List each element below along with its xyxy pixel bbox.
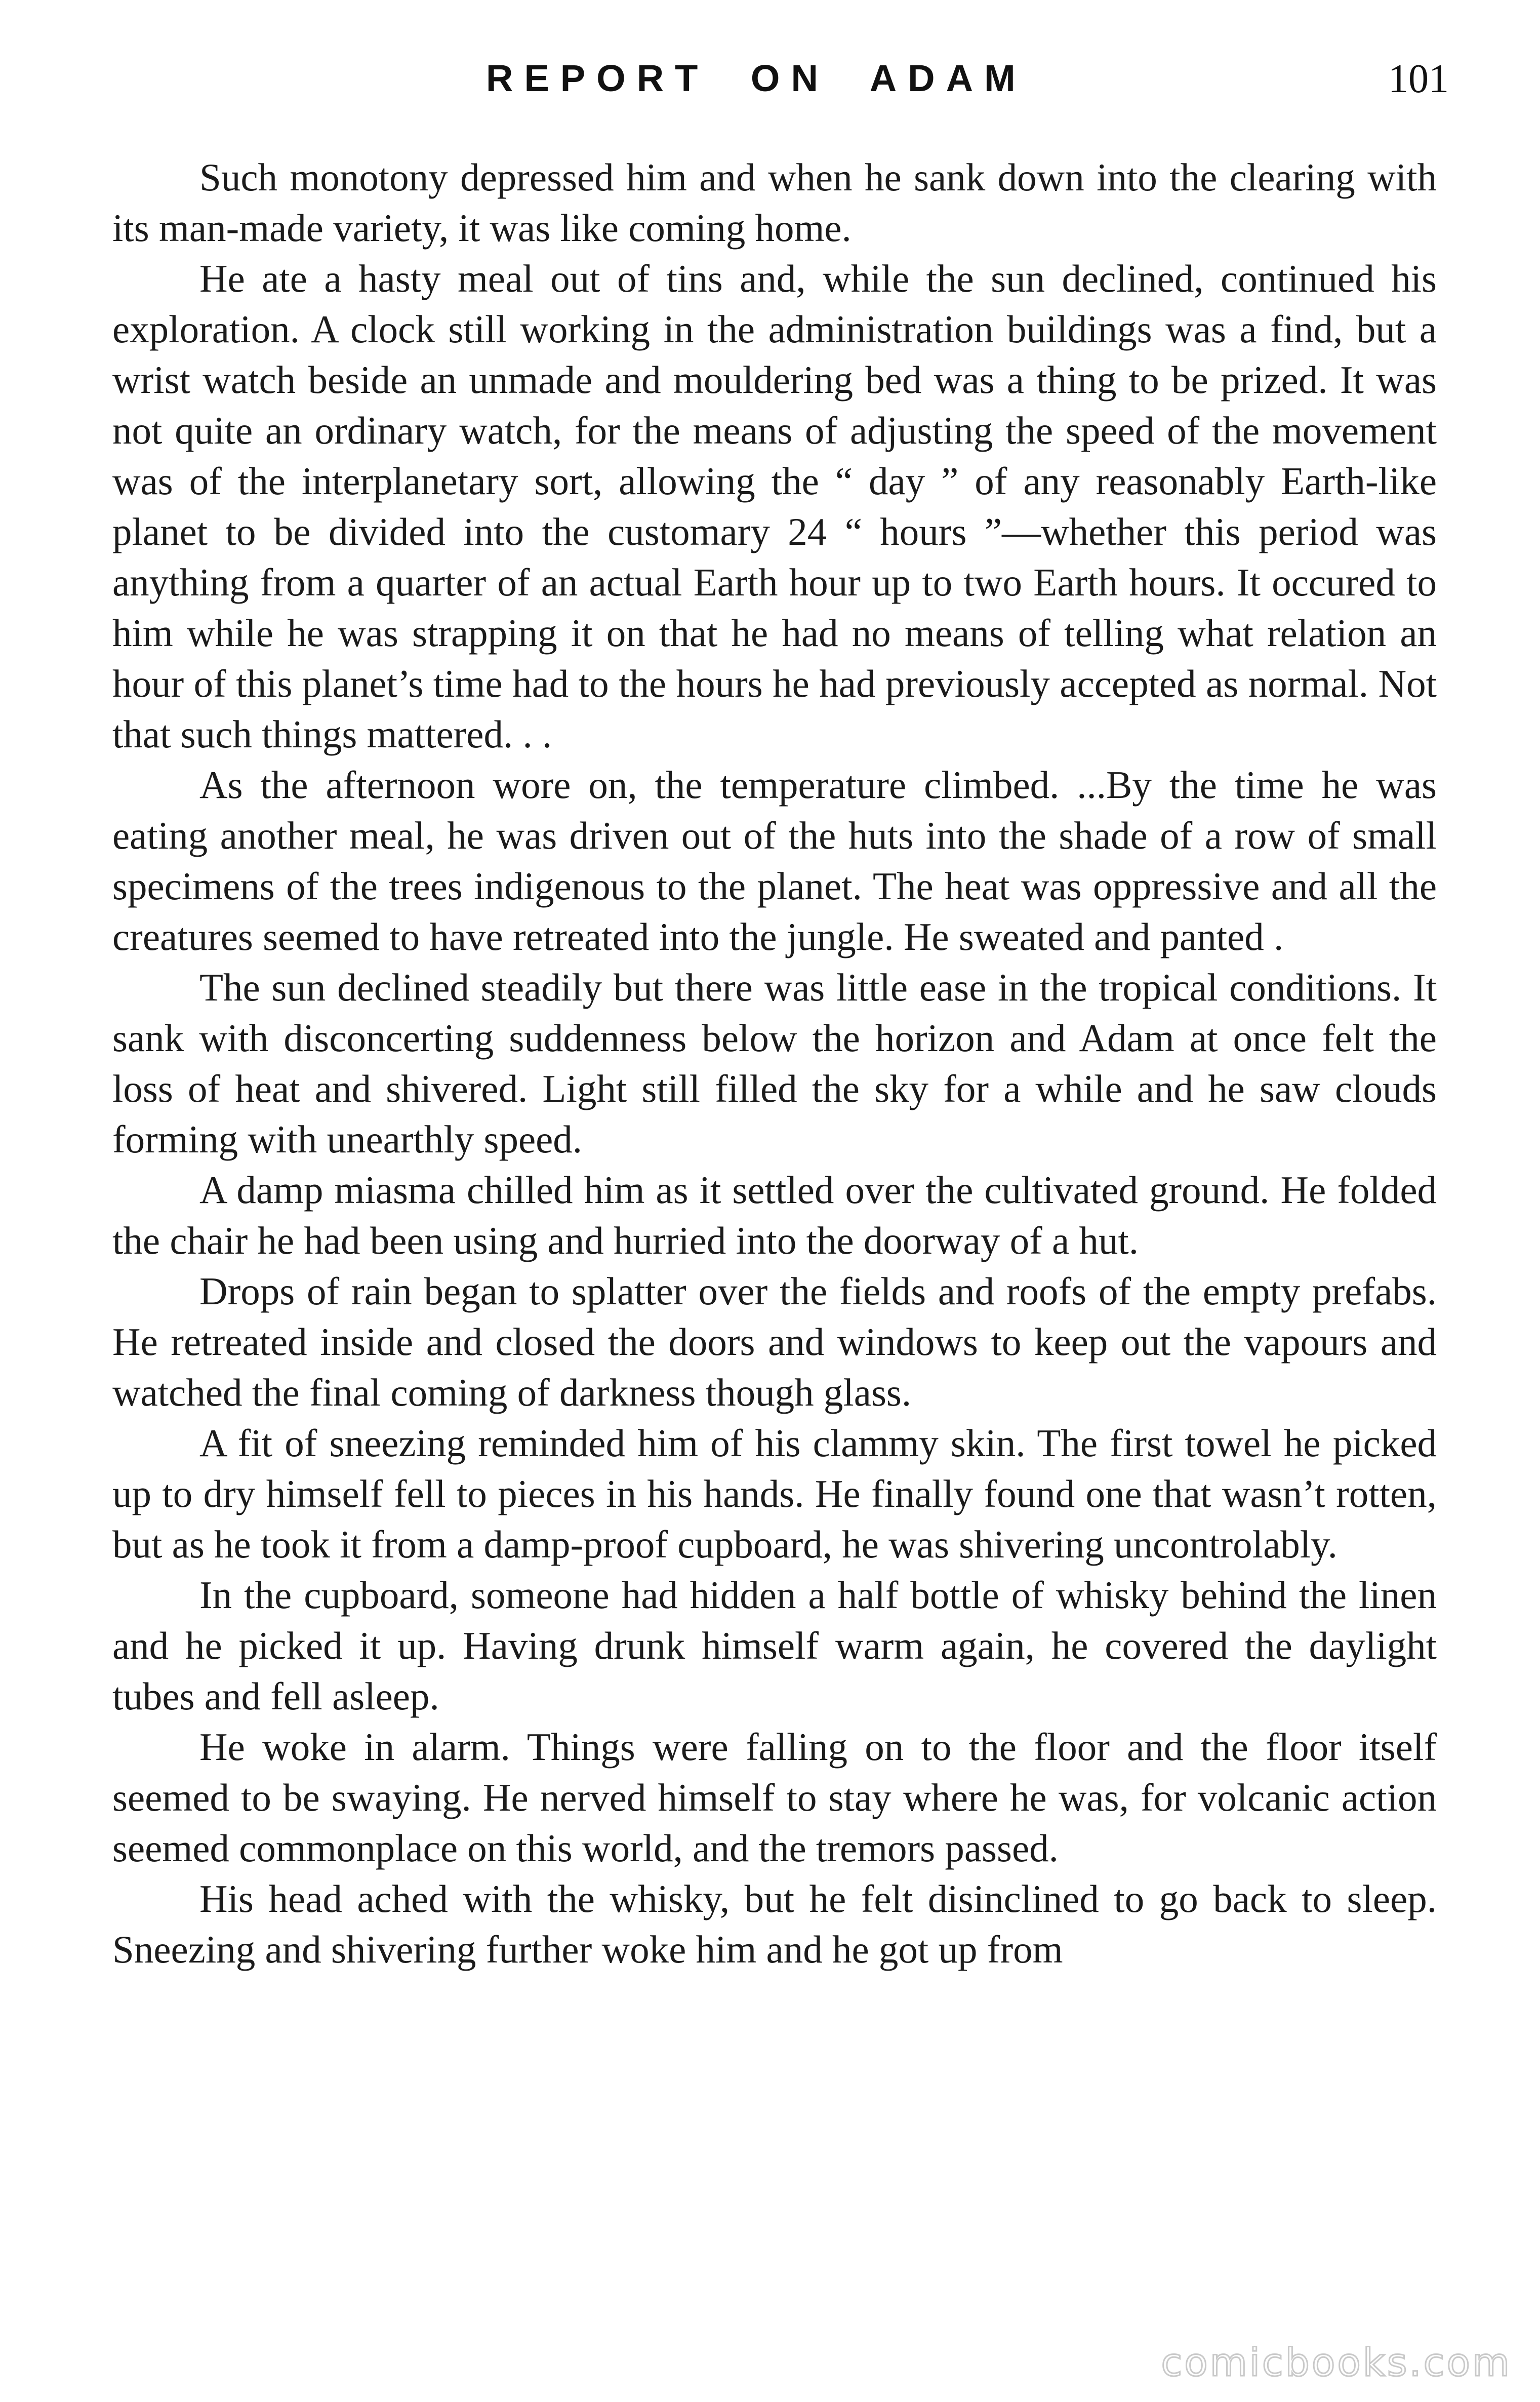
- page-number: 101: [1388, 57, 1449, 101]
- paragraph: In the cupboard, someone had hidden a half bottle of whisky behind the linen and he picked it up. Having drunk himself warm again, he covered the daylight tubes and fell asleep.: [112, 1573, 1437, 1718]
- running-title: REPORT ON ADAM: [486, 57, 1027, 99]
- paragraph: Such monotony depressed him and when he sank down into the clearing with its man-made variety, it was like coming home.: [112, 155, 1437, 250]
- paragraph: He ate a hasty meal out of tins and, while the sun declined, continued his exploration. A clock still working in the administration buildings was a find, but a wrist watch beside an unmade and mouldering bed was a thing to be prized. It was not quite an ordinary watch, for the means of adjusting the speed of the movement was of the interplanetary sort, allowing the “ day ” of any reasonably Earth-like planet to be divided into the customary 24 “ hours ”—whether this period was anything from a quarter of an actual Earth hour up to two Earth hours. It occured to him while he was strapping it on that he had no means of telling what relation an hour of this planet’s time had to the hours he had previously accepted as normal. Not that such things mattered. . .: [112, 257, 1437, 756]
- paragraph: A damp miasma chilled him as it settled over the cultivated ground. He folded the chair he had been using and hurried into the doorway of a hut.: [112, 1168, 1437, 1262]
- paragraph: Drops of rain began to splatter over the fields and roofs of the empty prefabs. He retreated inside and closed the doors and windows to keep out the vapours and watched the final coming of darkness though glass.: [112, 1269, 1437, 1414]
- body-text: [112, 152, 1437, 1975]
- paragraph: He woke in alarm. Things were falling on to the floor and the floor itself seemed to be swaying. He nerved himself to stay where he was, for volcanic action seemed commonplace on this world, and the tremors passed.: [112, 1725, 1437, 1870]
- paragraph: The sun declined steadily but there was little ease in the tropical conditions. It sank with disconcerting suddenness below the horizon and Adam at once felt the loss of heat and shivered. Light still filled the sky for a while and he saw clouds forming with unearthly speed.: [112, 966, 1437, 1161]
- watermark: comicbooks.com: [1161, 2340, 1512, 2385]
- paragraph: His head ached with the whisky, but he felt disinclined to go back to sleep. Sneezing and shivering further woke him and he got up from: [112, 1877, 1437, 1971]
- paragraph: A fit of sneezing reminded him of his clammy skin. The first towel he picked up to dry himself fell to pieces in his hands. He finally found one that wasn’t rotten, but as he took it from a damp-proof cupboard, he was shivering uncontrolably.: [112, 1421, 1437, 1566]
- paragraph: As the afternoon wore on, the temperature climbed. ...By the time he was eating another meal, he was driven out of the huts into the shade of a row of small specimens of the trees indigenous to the planet. The heat was oppressive and all the creatures seemed to have retreated into the jungle. He sweated and panted .: [112, 763, 1437, 958]
